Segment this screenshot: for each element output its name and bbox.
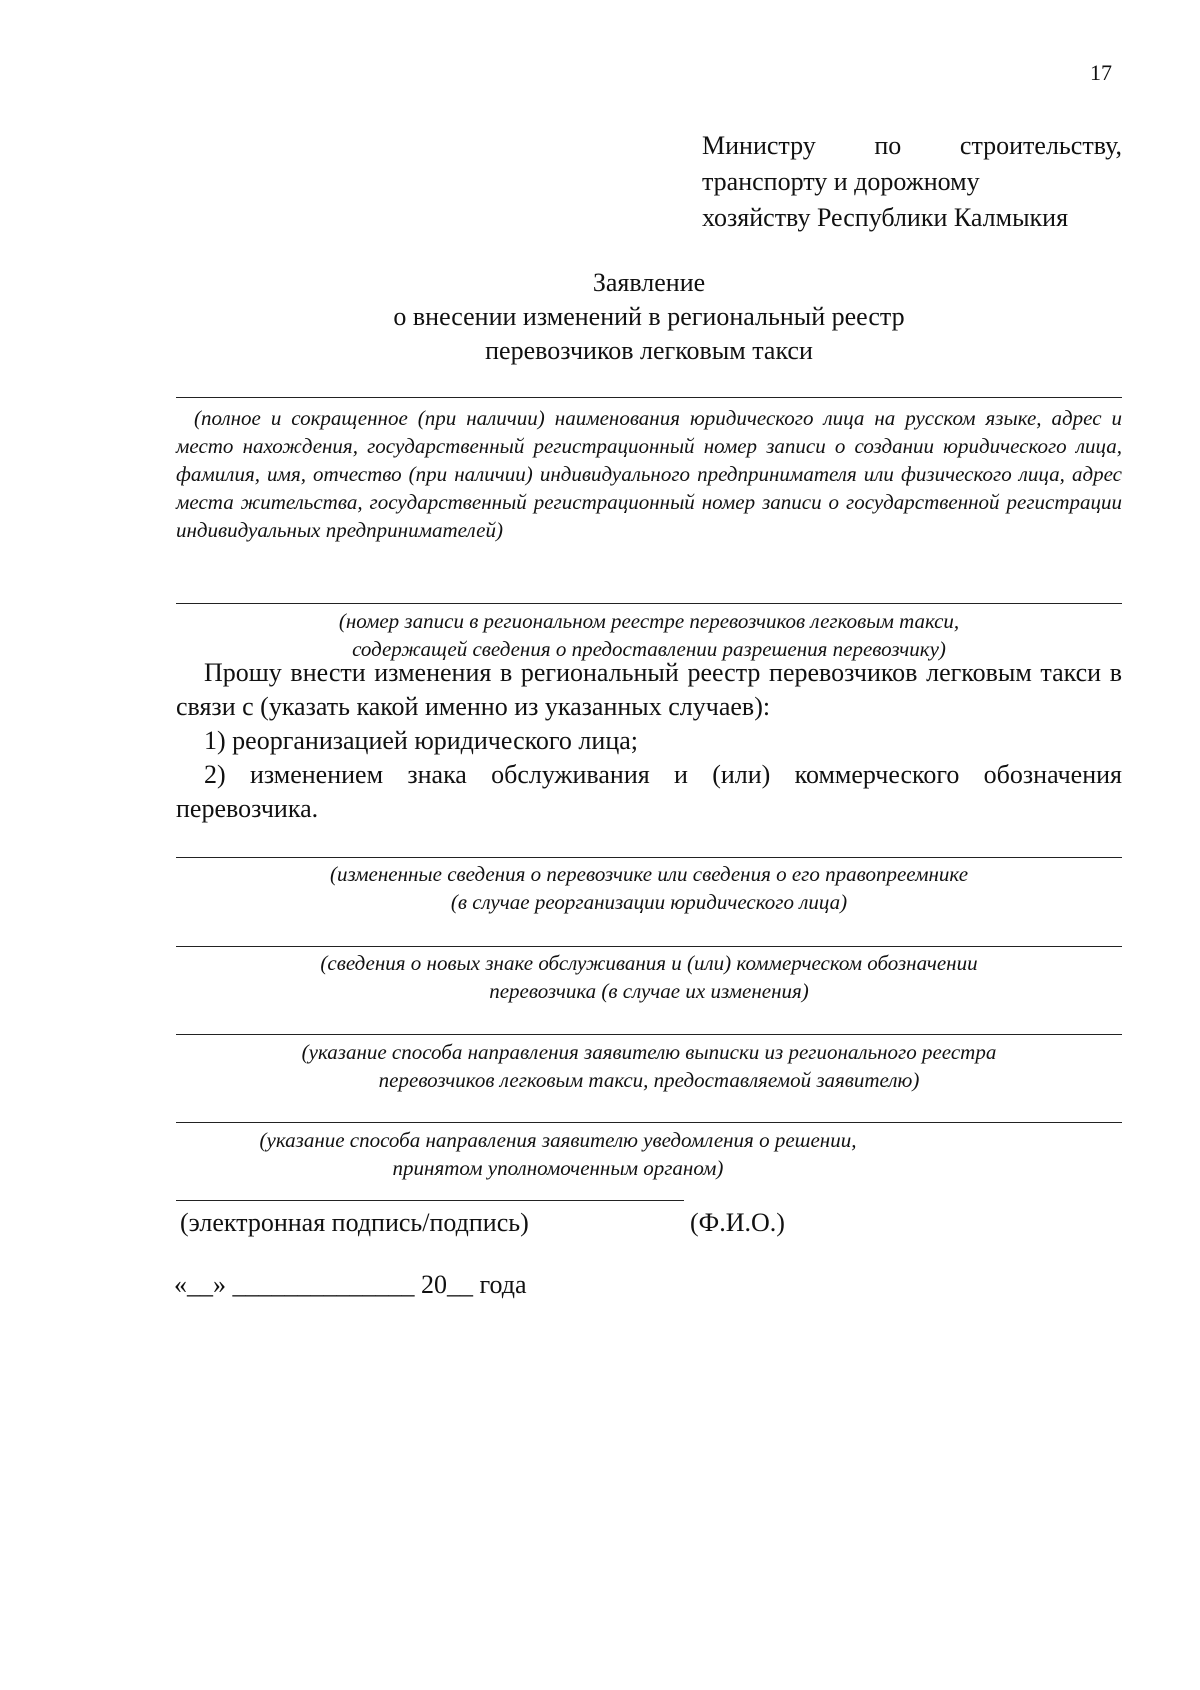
addressee-word-1: Министру xyxy=(702,131,816,160)
extract-caption-line-2: перевозчиков легковым такси, предоставляемой заявителю) xyxy=(378,1068,920,1092)
title-line-1: Заявление xyxy=(592,268,706,297)
title-line-2: о внесении изменений в региональный реестр xyxy=(393,302,905,331)
registry-caption-line-2: содержащей сведения о предоставлении разрешения перевозчику) xyxy=(352,637,946,661)
extract-caption-line-1: (указание способа направления заявителю выписки из регионального реестра xyxy=(301,1040,997,1064)
notice-caption-line-1: (указание способа направления заявителю уведомления о решении, xyxy=(259,1128,857,1152)
addressee-word-2: по xyxy=(874,131,902,160)
applicant-field-line[interactable] xyxy=(176,397,1122,398)
name-label: (Ф.И.О.) xyxy=(690,1208,785,1237)
extract-method-field-line[interactable] xyxy=(176,1034,1122,1035)
mark-caption-line-1: (сведения о новых знаке обслуживания и (или) коммерческом обозначении xyxy=(320,951,978,975)
changed-info-field-line[interactable] xyxy=(176,857,1122,858)
changed-caption-line-1: (измененные сведения о перевозчике или сведения о его правопреемнике xyxy=(329,862,969,886)
changed-info-caption xyxy=(176,860,1122,916)
service-mark-field-line[interactable] xyxy=(176,946,1122,947)
date-field[interactable]: «__» ______________ 20__ года xyxy=(174,1270,527,1299)
registry-caption-line-1: (номер записи в региональном реестре перевозчиков легковым такси, xyxy=(338,609,960,633)
mark-caption-line-2: перевозчика (в случае их изменения) xyxy=(489,979,809,1003)
registry-number-caption xyxy=(176,607,1122,663)
registry-number-field-line[interactable] xyxy=(176,603,1122,604)
page-number: 17 xyxy=(1090,60,1112,85)
request-paragraph: Прошу внести изменения в региональный реестр перевозчиков легковым такси в связи с (указать какой именно из указанных случаев): xyxy=(176,658,1122,721)
addressee-word-3: строительству, xyxy=(959,131,1122,160)
service-mark-caption xyxy=(176,949,1122,1005)
title-line-3: перевозчиков легковым такси xyxy=(485,336,813,365)
notice-method-caption xyxy=(180,1126,936,1182)
addressee-line-3: хозяйству Республики Калмыкия xyxy=(702,203,1069,232)
signature-field-line[interactable] xyxy=(176,1200,684,1201)
addressee-line-2: транспорту и дорожному xyxy=(702,167,980,196)
signature-label: (электронная подпись/подпись) xyxy=(180,1208,529,1237)
request-text xyxy=(176,656,1122,826)
changed-caption-line-2: (в случае реорганизации юридического лица) xyxy=(450,890,848,914)
document-title xyxy=(176,266,1122,368)
addressee xyxy=(702,128,1122,236)
extract-method-caption xyxy=(176,1038,1122,1094)
notice-caption-line-2: принятом уполномоченным органом) xyxy=(392,1156,724,1180)
addressee-line-1 xyxy=(702,128,1122,164)
case-item-1: 1) реорганизацией юридического лица; xyxy=(204,726,639,755)
applicant-field-caption: (полное и сокращенное (при наличии) наименования юридического лица на русском языке, адрес и место нахождения, государственный регистрационный номер записи о создании юридического лица, фамилия, имя, отчество (при наличии) индивидуального предпринимателя или физического лица, адрес места жительства, государственный регистрационный номер записи о государственной регистрации индивидуальных предпринимателей) xyxy=(176,406,1122,542)
case-item-2: 2) изменением знака обслуживания и (или) коммерческого обозначения перевозчика. xyxy=(176,760,1122,823)
notice-method-field-line[interactable] xyxy=(176,1122,1122,1123)
